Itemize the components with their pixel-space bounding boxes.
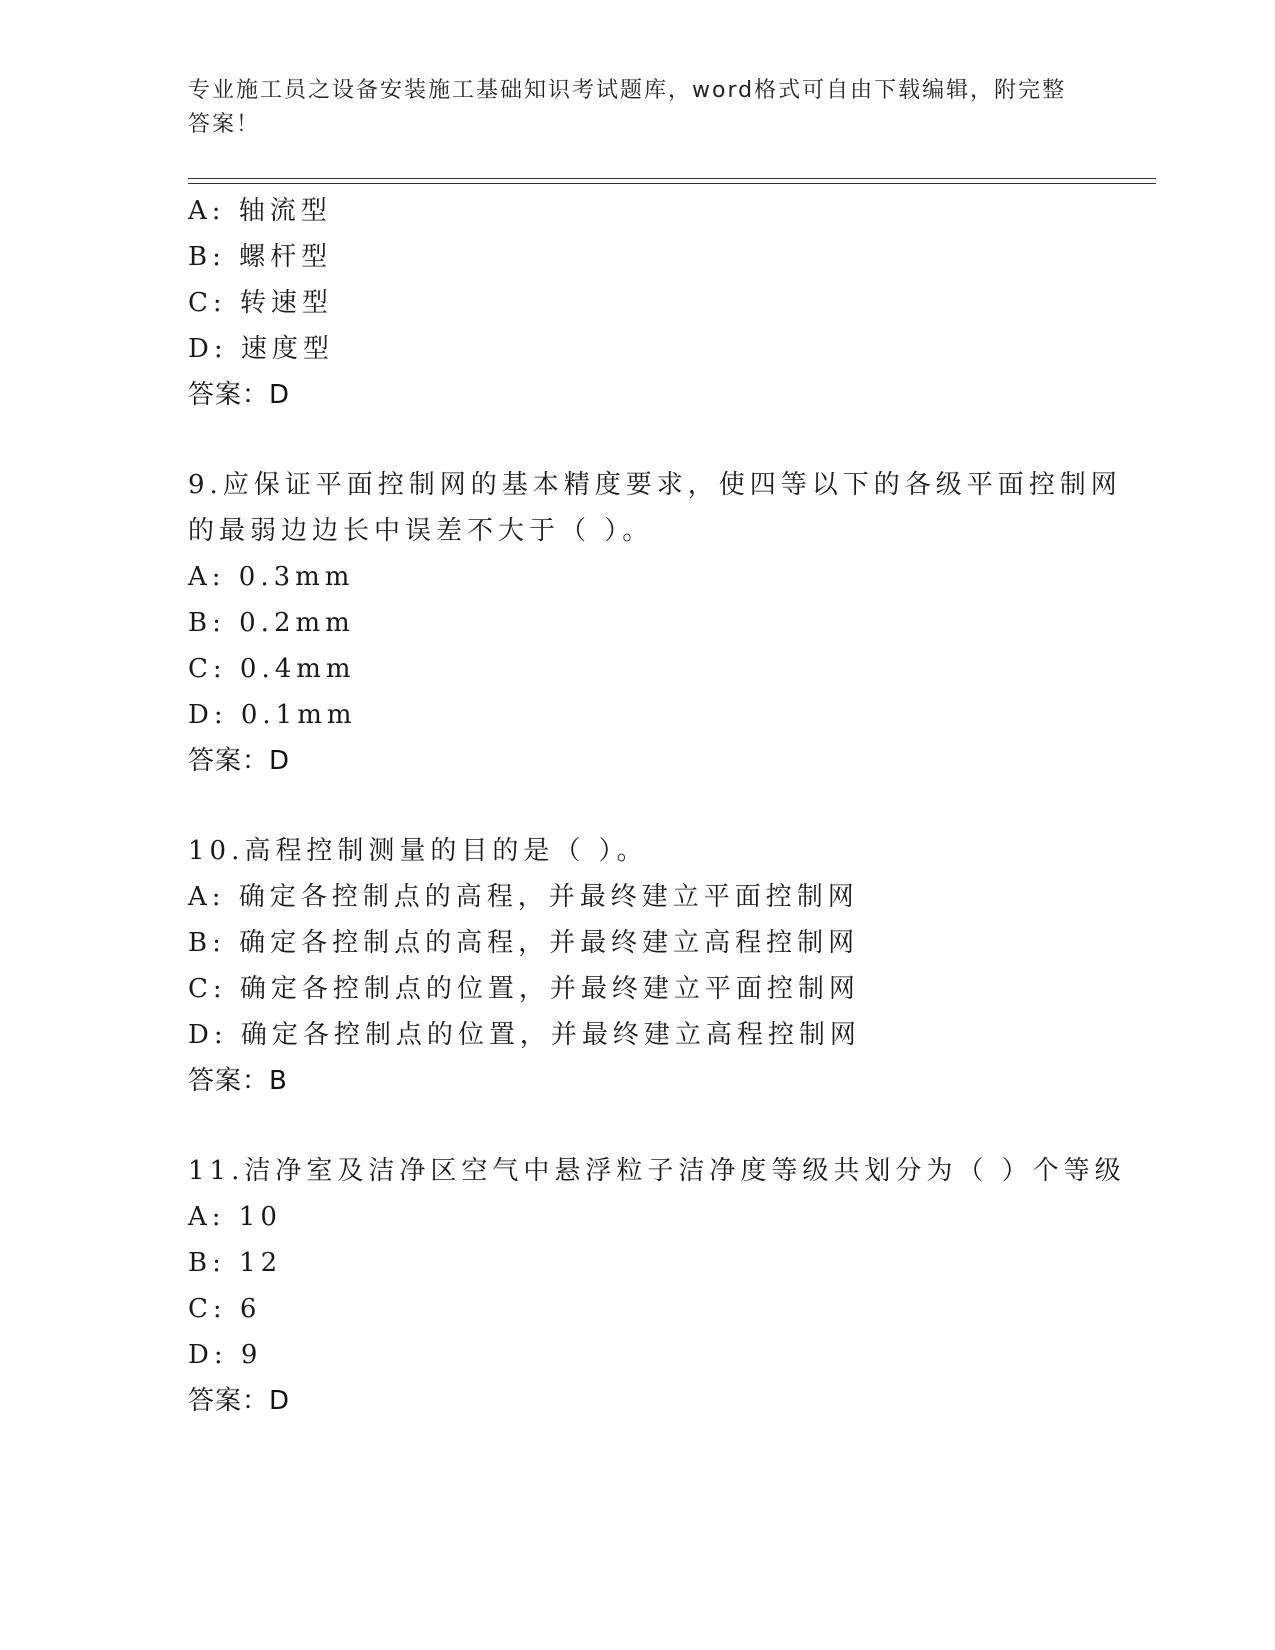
- answer-line: 答案：D: [188, 380, 291, 410]
- spacer: [188, 1104, 1088, 1148]
- option-c: C: 确定各控制点的位置，并最终建立平面控制网: [188, 974, 860, 1004]
- option-c: C: 转速型: [188, 288, 333, 318]
- question-stem-line-2: 的最弱边边长中误差不大于（ ）。: [188, 516, 654, 546]
- question-list: [188, 188, 1126, 1424]
- option-a: A: 0.3mm: [188, 562, 355, 592]
- answer-line: 答案：D: [188, 746, 291, 776]
- answer-line: 答案：B: [188, 1066, 288, 1096]
- question-stem-line-1: 9.应保证平面控制网的基本精度要求，使四等以下的各级平面控制网: [188, 470, 1122, 500]
- option-a: A: 10: [188, 1202, 282, 1232]
- option-a: A: 轴流型: [188, 196, 332, 226]
- document-header: 专业施工员之设备安装施工基础知识考试题库，word格式可自由下载编辑，附完整答案！: [188, 78, 1067, 137]
- header-rule-bottom: [188, 183, 1156, 184]
- spacer: [188, 784, 1088, 828]
- spacer: [188, 418, 1088, 462]
- header-rule-top: [188, 178, 1156, 179]
- question-11: [188, 1148, 1126, 1424]
- option-b: B: 确定各控制点的高程，并最终建立高程控制网: [188, 928, 860, 958]
- option-a: A: 确定各控制点的高程，并最终建立平面控制网: [188, 882, 859, 912]
- question-stem-line-1: 10.高程控制测量的目的是（ ）。: [188, 836, 648, 866]
- option-d: D: 9: [188, 1340, 263, 1370]
- option-b: B: 12: [188, 1248, 283, 1278]
- option-b: B: 0.2mm: [188, 608, 355, 638]
- option-d: D: 0.1mm: [188, 700, 357, 730]
- question-8: [188, 188, 1088, 418]
- question-stem-line-1: 11.洁净室及洁净区空气中悬浮粒子洁净度等级共划分为（ ）个等级: [188, 1156, 1126, 1186]
- question-10: [188, 828, 1088, 1104]
- question-9: [188, 462, 1122, 784]
- option-c: C: 0.4mm: [188, 654, 356, 684]
- option-b: B: 螺杆型: [188, 242, 333, 272]
- option-d: D: 确定各控制点的位置，并最终建立高程控制网: [188, 1020, 861, 1050]
- option-c: C: 6: [188, 1294, 262, 1324]
- option-d: D: 速度型: [188, 334, 334, 364]
- answer-line: 答案：D: [188, 1386, 291, 1416]
